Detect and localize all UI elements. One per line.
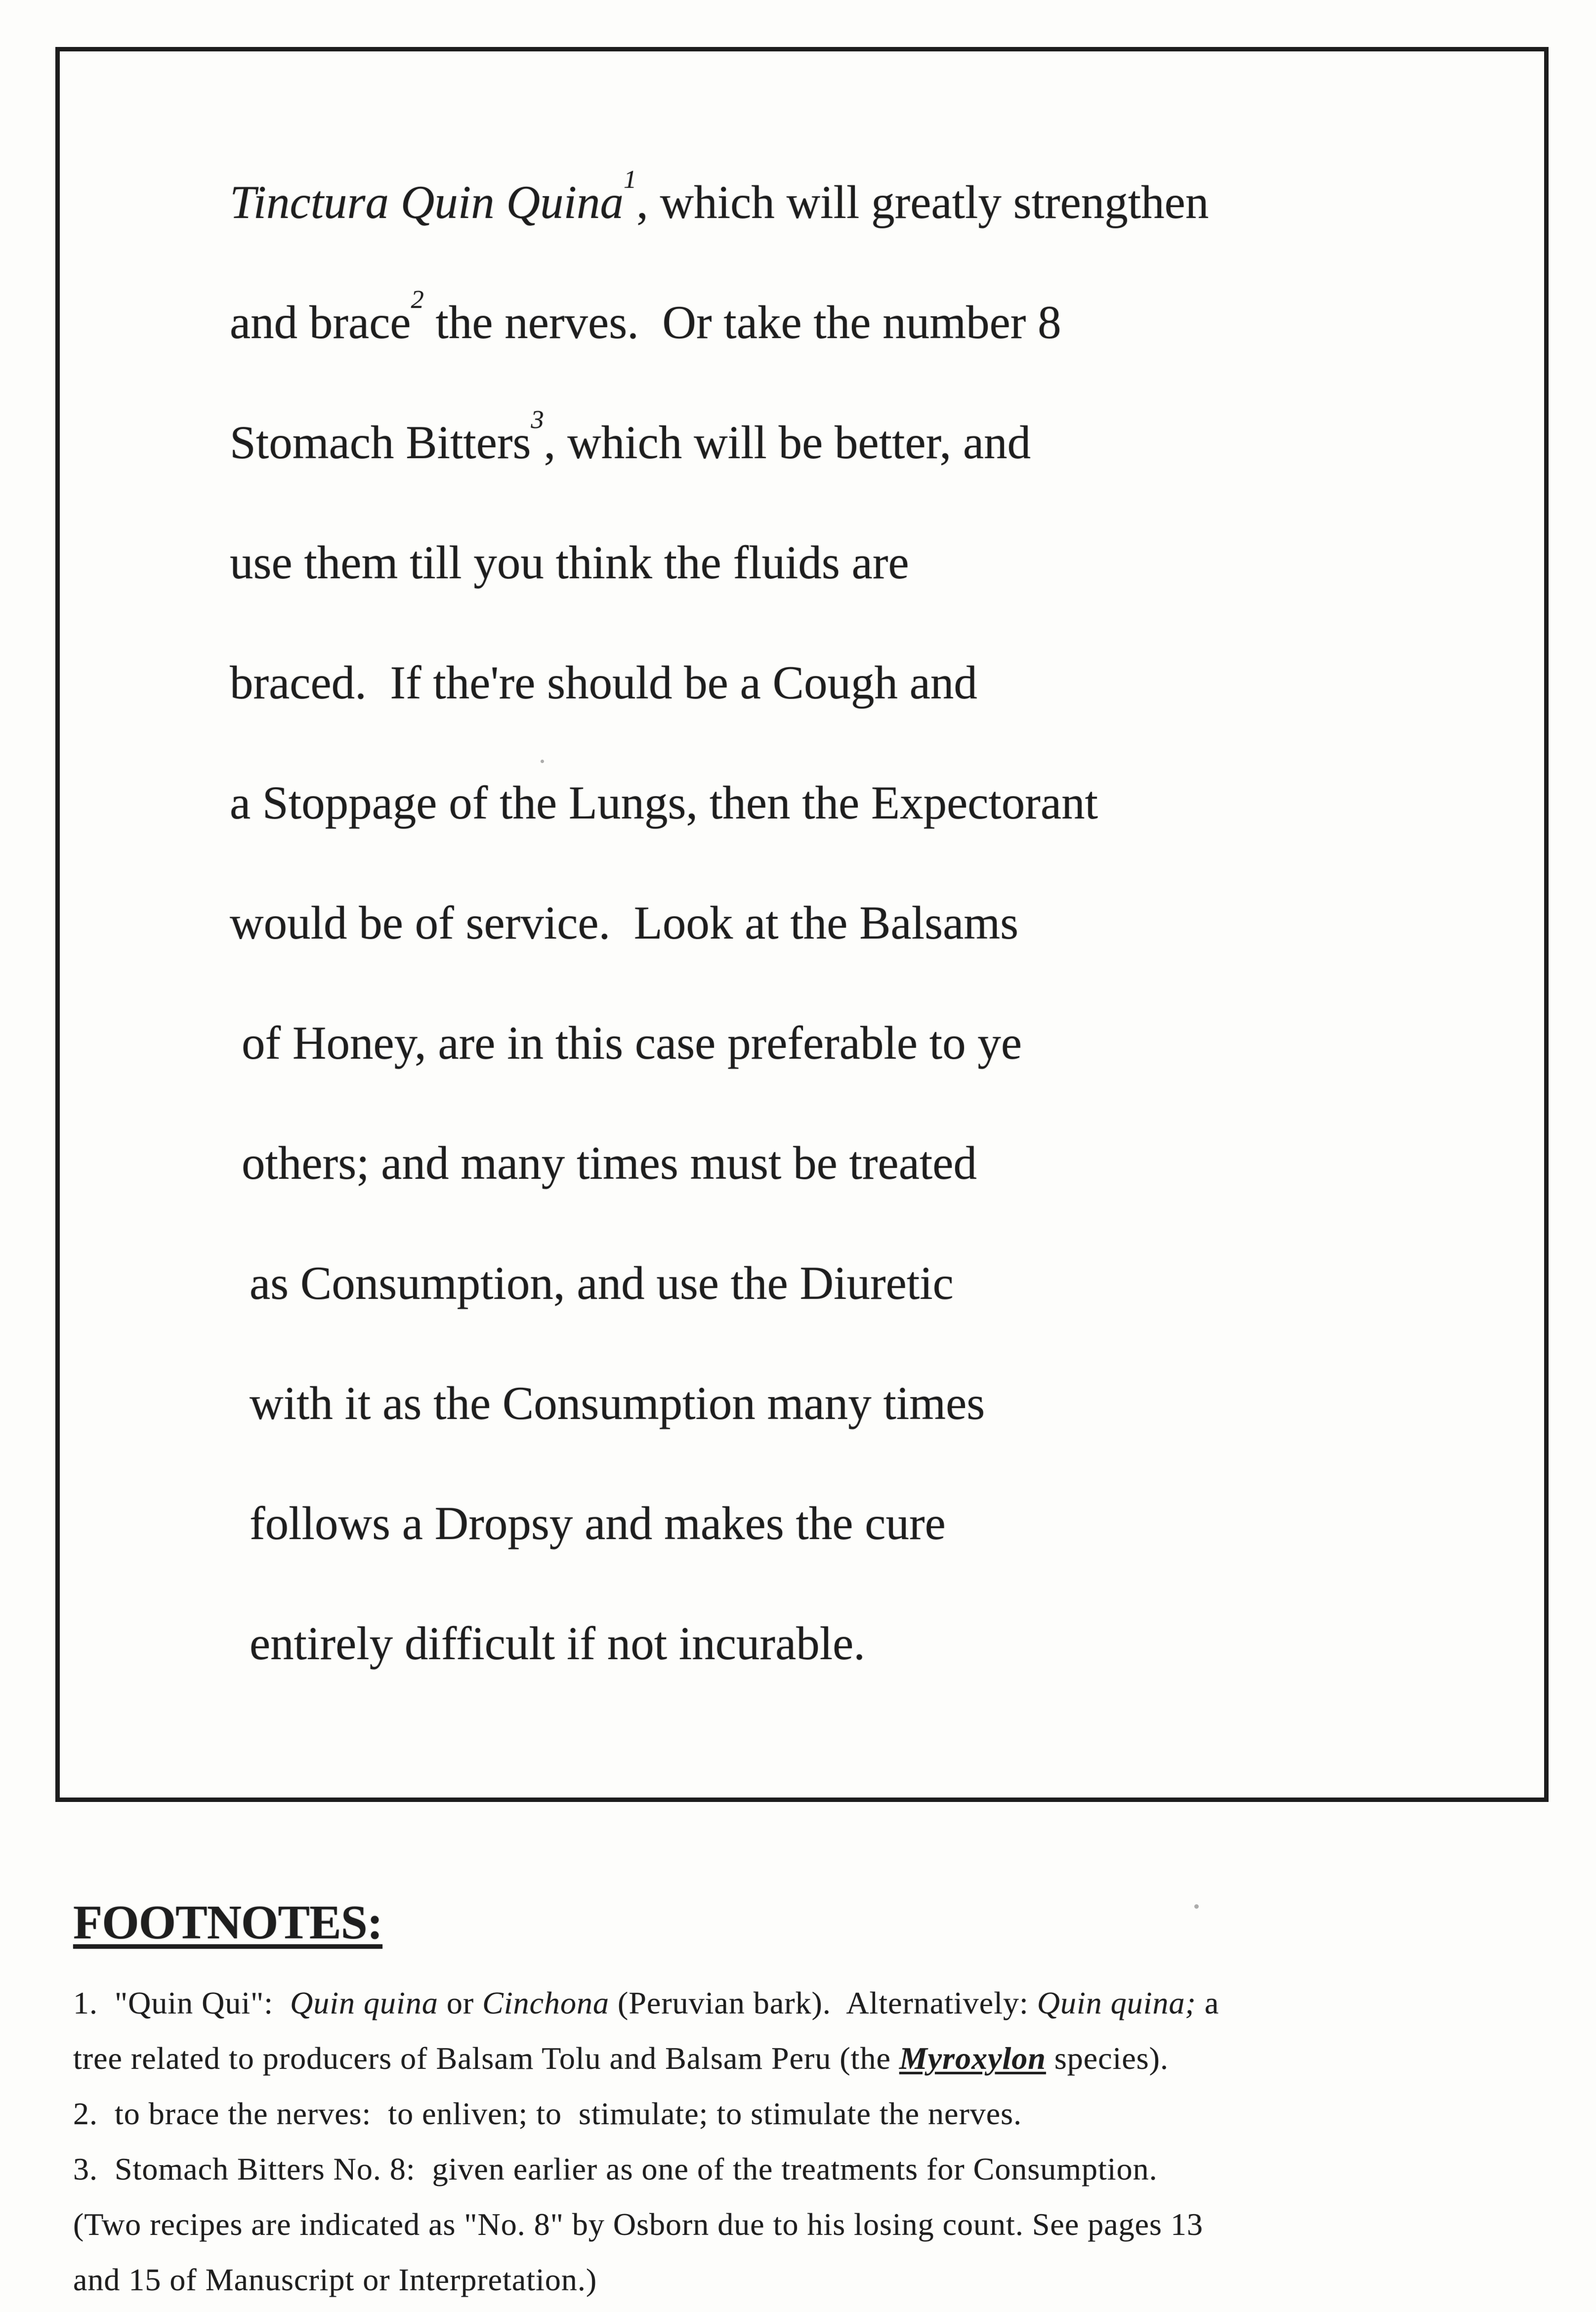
text-segment: braced. If the're should be a Cough and: [230, 656, 977, 709]
footnotes-section: [73, 1894, 1560, 2308]
manuscript-line: [230, 623, 1209, 743]
text-segment: or: [438, 1985, 483, 2020]
italic-term: Quin quina: [290, 1985, 438, 2020]
manuscript-line: [250, 1343, 1209, 1463]
scan-speck: [1194, 1904, 1199, 1909]
footnote-line: [73, 2197, 1560, 2252]
footnote-line: [73, 2141, 1560, 2197]
text-segment: , which will be better, and: [544, 416, 1031, 469]
footnote-line: [73, 1975, 1560, 2031]
footnote-ref-superscript: 3: [531, 405, 544, 434]
text-segment: , which will greatly strengthen: [636, 176, 1209, 228]
text-segment: and 15 of Manuscript or Interpretation.): [73, 2262, 597, 2297]
text-segment: of Honey, are in this case preferable to ye: [242, 1017, 1022, 1069]
manuscript-line: [230, 383, 1209, 503]
manuscript-line: [230, 142, 1209, 262]
text-segment: entirely difficult if not incurable.: [250, 1617, 866, 1670]
italic-underlined-term: Myroxylon: [899, 2041, 1046, 2076]
italic-term: Quin quina;: [1037, 1985, 1196, 2020]
manuscript-text: [230, 142, 1209, 1704]
manuscript-line: [250, 1584, 1209, 1704]
manuscript-line: [230, 743, 1209, 863]
text-segment: use them till you think the fluids are: [230, 536, 909, 589]
manuscript-line: [230, 262, 1209, 383]
footnote-line: [73, 2031, 1560, 2086]
manuscript-line: [242, 1103, 1209, 1223]
footnote-line: [73, 2252, 1560, 2308]
footnote-ref-superscript: 2: [411, 285, 424, 314]
text-segment: Stomach Bitters: [230, 416, 531, 469]
text-segment: (Two recipes are indicated as "No. 8" by Osborn due to his losing count. See pages 13: [73, 2207, 1203, 2242]
manuscript-line: [230, 863, 1209, 983]
text-segment: a: [1196, 1985, 1219, 2020]
text-segment: a Stoppage of the Lungs, then the Expectorant: [230, 776, 1098, 829]
text-segment: and brace: [230, 296, 411, 348]
text-segment: follows a Dropsy and makes the cure: [250, 1497, 946, 1549]
manuscript-line: [242, 983, 1209, 1103]
italic-term: Cinchona: [482, 1985, 609, 2020]
manuscript-line: [250, 1223, 1209, 1343]
text-segment: (Peruvian bark). Alternatively:: [609, 1985, 1037, 2020]
manuscript-line: [230, 503, 1209, 623]
footnotes-heading: FOOTNOTES:: [73, 1896, 382, 1949]
text-segment: 3. Stomach Bitters No. 8: given earlier as one of the treatments for Consumption.: [73, 2151, 1158, 2186]
manuscript-line: [250, 1463, 1209, 1584]
text-segment: the nerves. Or take the number 8: [423, 296, 1061, 348]
scan-speck: [541, 760, 544, 763]
text-segment: as Consumption, and use the Diuretic: [250, 1257, 954, 1309]
text-segment: species).: [1046, 2041, 1169, 2076]
text-segment: others; and many times must be treated: [242, 1137, 977, 1189]
footnote-ref-superscript: 1: [624, 165, 637, 194]
text-segment: with it as the Consumption many times: [250, 1377, 985, 1429]
text-segment: tree related to producers of Balsam Tolu and Balsam Peru (the: [73, 2041, 899, 2076]
italic-term: Tinctura Quin Quina: [230, 176, 624, 228]
text-segment: 2. to brace the nerves: to enliven; to stimulate; to stimulate the nerves.: [73, 2096, 1022, 2131]
footnote-line: [73, 2086, 1560, 2141]
text-segment: 1. "Quin Qui":: [73, 1985, 291, 2020]
text-segment: would be of service. Look at the Balsams: [230, 897, 1019, 949]
